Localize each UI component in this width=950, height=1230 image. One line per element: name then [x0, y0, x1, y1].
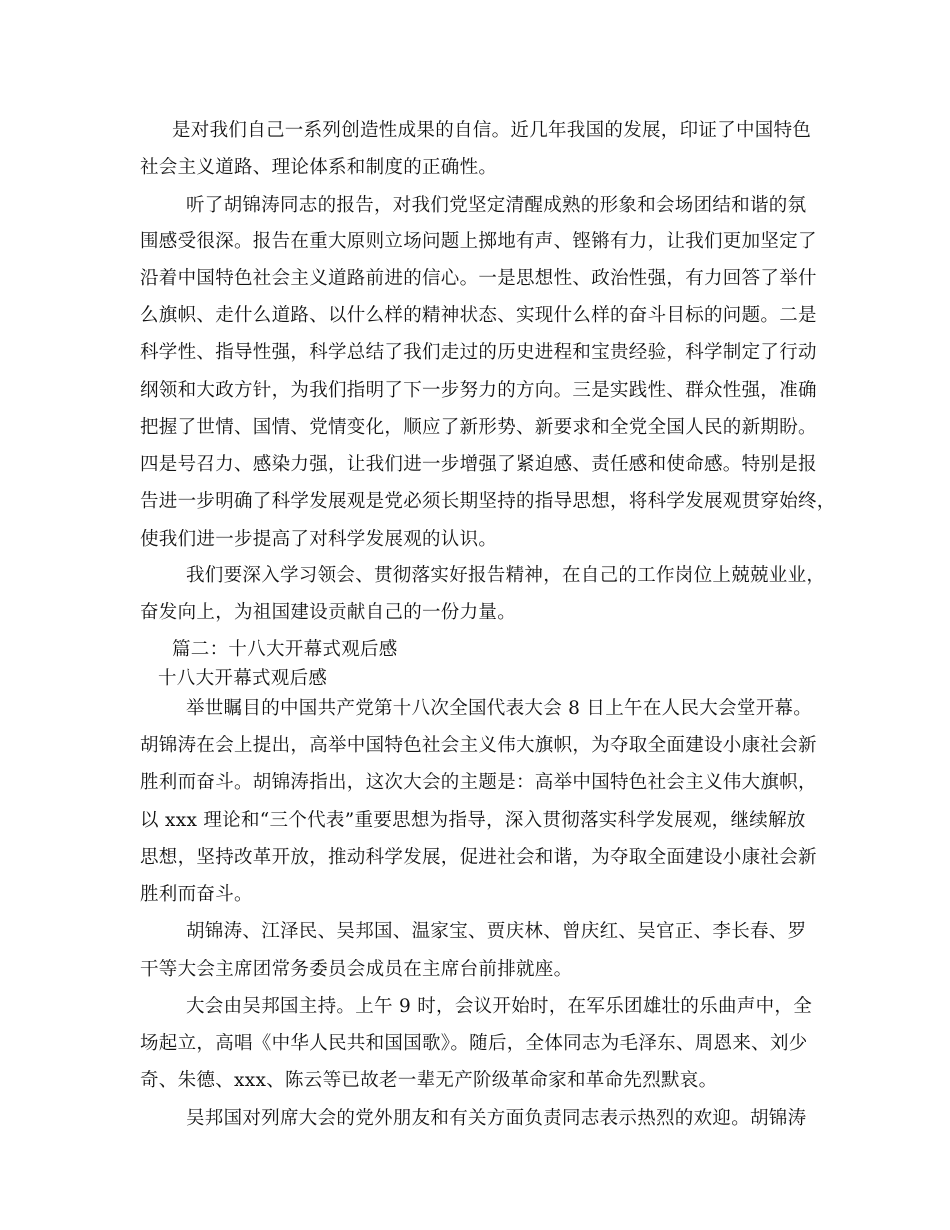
text-line: 奋发向上，为祖国建设贡献自己的一份力量。 [140, 602, 517, 623]
text-line: 吴邦国对列席大会的党外朋友和有关方面负责同志表示热烈的欢迎。胡锦涛 [186, 1108, 807, 1129]
text-line: 思想，坚持改革开放，推动科学发展，促进社会和谐，为夺取全面建设小康社会新 [140, 847, 817, 868]
text-line: 场起立，高唱《中华人民共和国国歌》。随后，全体同志为毛泽东、周恩来、刘少 [140, 1033, 808, 1054]
text-line: 胡锦涛、江泽民、吴邦国、温家宝、贾庆林、曾庆红、吴官正、李长春、罗 [186, 921, 807, 942]
text-line: 大会由吴邦国主持。上午 9 时，会议开始时，在军乐团雄壮的乐曲声中，全 [186, 996, 813, 1017]
text-line: 么旗帜、走什么道路、以什么样的精神状态、实现什么样的奋斗目标的问题。二是 [140, 305, 817, 326]
text-line: 使我们进一步提高了对科学发展观的认识。 [140, 529, 498, 550]
text-line: 胜利而奋斗。胡锦涛指出，这次大会的主题是：高举中国特色社会主义伟大旗帜， [140, 772, 817, 793]
text-line: 举世瞩目的中国共产党第十八次全国代表大会 8 日上午在人民大会堂开幕。 [186, 698, 813, 719]
text-line: 围感受很深。报告在重大原则立场问题上掷地有声、铿锵有力，让我们更加坚定了 [140, 231, 817, 252]
text-line: 纲领和大政方针，为我们指明了下一步努力的方向。三是实践性、群众性强，准确 [140, 380, 817, 401]
text-line: 社会主义道路、理论体系和制度的正确性。 [140, 157, 498, 178]
text-line: 四是号召力、感染力强，让我们进一步增强了紧迫感、责任感和使命感。特别是报 [140, 454, 817, 475]
text-line: 奇、朱德、xxx、陈云等已故老一辈无产阶级革命家和革命先烈默哀。 [140, 1070, 718, 1091]
text-line: 科学性、指导性强，科学总结了我们走过的历史进程和宝贵经验，科学制定了行动 [140, 342, 817, 363]
text-line: 告进一步明确了科学发展观是党必须长期坚持的指导思想，将科学发展观贯穿始终， [140, 491, 836, 512]
text-line: 听了胡锦涛同志的报告，对我们党坚定清醒成熟的形象和会场团结和谐的氛 [186, 195, 807, 216]
text-line: 把握了世情、国情、党情变化，顺应了新形势、新要求和全党全国人民的新期盼。 [140, 417, 817, 438]
text-line: 以 xxx 理论和“三个代表”重要思想为指导，深入贯彻落实科学发展观，继续解放 [140, 810, 806, 831]
text-line: 我们要深入学习领会、贯彻落实好报告精神，在自己的工作岗位上兢兢业业， [186, 565, 826, 586]
text-line: 沿着中国特色社会主义道路前进的信心。一是思想性、政治性强，有力回答了举什 [140, 268, 817, 289]
text-line: 干等大会主席团常务委员会成员在主席台前排就座。 [140, 959, 573, 980]
text-line: 是对我们自己一系列创造性成果的自信。近几年我国的发展，印证了中国特色 [172, 120, 812, 141]
text-line: 胜利而奋斗。 [140, 884, 253, 905]
text-line: 十八大开幕式观后感 [158, 668, 328, 689]
text-line: 篇二：十八大开幕式观后感 [172, 639, 398, 660]
text-line: 胡锦涛在会上提出，高举中国特色社会主义伟大旗帜，为夺取全面建设小康社会新 [140, 735, 817, 756]
